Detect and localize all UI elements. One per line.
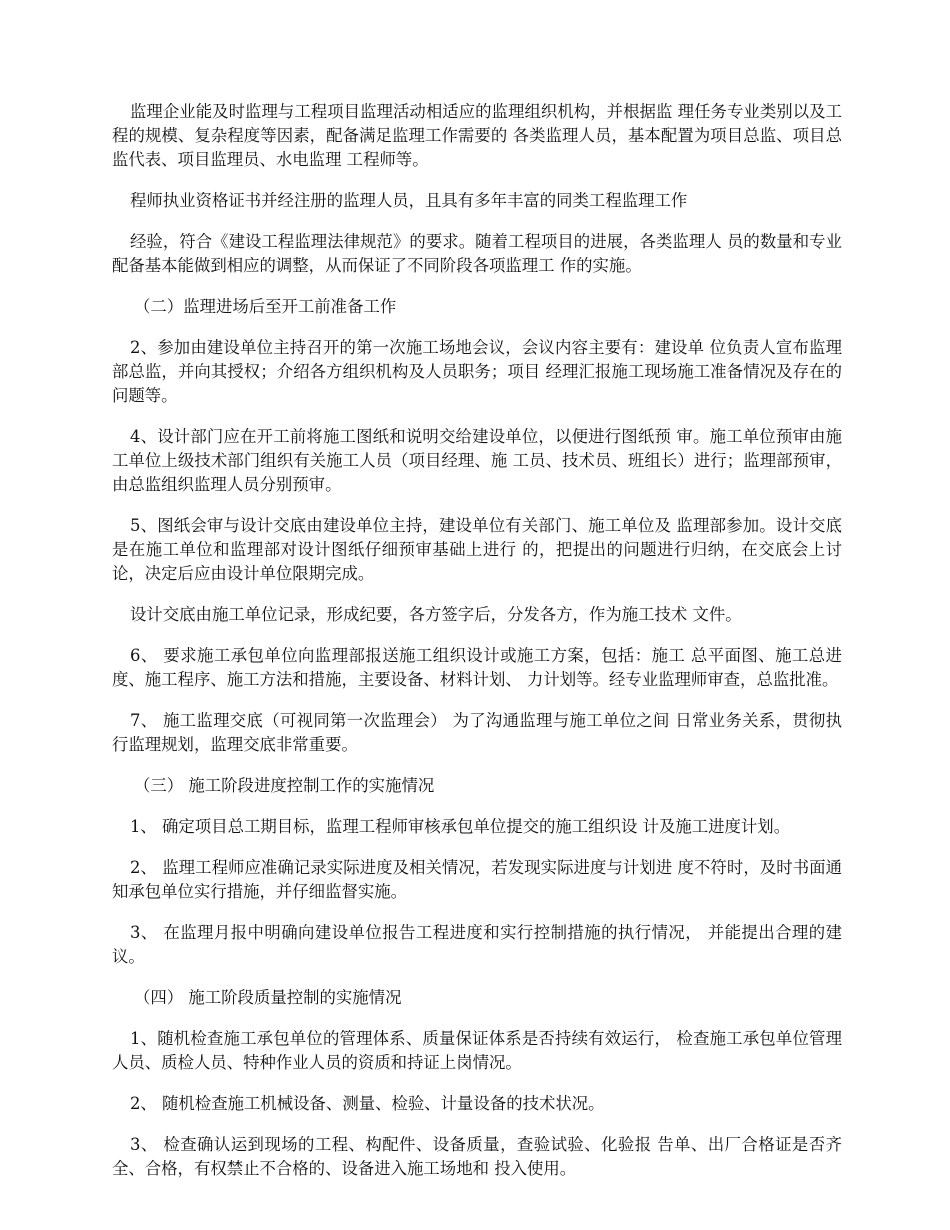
paragraph-17: 2、 随机检查施工机械设备、测量、检验、计量设备的技术状况。 [130, 1094, 605, 1113]
paragraph-8: 设计交底由施工单位记录，形成纪要，各方签字后，分发各方，作为施工技术 文件。 [130, 605, 742, 624]
paragraph-9: 6、 要求施工承包单位向监理部报送施工组织设计或施工方案，包括：施工 总平面图、施工总进度、施工程序、施工方法和措施，主要设备、材料计划、 力计划等。经专业监理师审查，总监批准。 [112, 646, 842, 689]
section-heading-2: （二）监理进场后至开工前准备工作 [134, 297, 397, 316]
section-heading-4: （四） 施工阶段质量控制的实施情况 [134, 988, 402, 1007]
paragraph-1: 监理企业能及时监理与工程项目监理活动相适应的监理组织机构，并根据监 理任务专业类别以及工程的规模、复杂程度等因素，配备满足监理工作需要的 各类监理人员，基本配置为项目总监、项目总监代表、项目监理员、水电监理 工程师等。 [112, 102, 842, 169]
section-heading-3: （三） 施工阶段进度控制工作的实施情况 [134, 776, 435, 795]
paragraph-7: 5、图纸会审与设计交底由建设单位主持，建设单位有关部门、施工单位及 监理部参加。设计交底是在施工单位和监理部对设计图纸仔细预审基础上进行 的，把提出的问题进行归纳，在交底会上讨论，决定后应由设计单位限期完成。 [112, 516, 842, 583]
paragraph-18: 3、 检查确认运到现场的工程、构配件、设备质量，查验试验、化验报 告单、出厂合格证是否齐全、合格，有权禁止不合格的、设备进入施工场地和 投入使用。 [112, 1135, 842, 1178]
paragraph-5: 2、参加由建设单位主持召开的第一次施工场地会议，会议内容主要有：建设单 位负责人宣布监理部总监，并向其授权；介绍各方组织机构及人员职务；项目 经理汇报施工现场施工准备情况及存在的问题等。 [112, 338, 842, 405]
paragraph-10: 7、 施工监理交底（可视同第一次监理会） 为了沟通监理与施工单位之间 日常业务关系，贯彻执行监理规划，监理交底非常重要。 [112, 711, 842, 754]
paragraph-12: 1、 确定项目总工期目标，监理工程师审核承包单位提交的施工组织设 计及施工进度计划。 [130, 817, 791, 836]
paragraph-13: 2、 监理工程师应准确记录实际进度及相关情况，若发现实际进度与计划进 度不符时，及时书面通知承包单位实行措施，并仔细监督实施。 [112, 858, 842, 901]
paragraph-3: 经验，符合《建设工程监理法律规范》的要求。随着工程项目的进展，各类监理人 员的数量和专业配备基本能做到相应的调整，从而保证了不同阶段各项监理工 作的实施。 [112, 232, 842, 275]
paragraph-6: 4、设计部门应在开工前将施工图纸和说明交给建设单位，以便进行图纸预 审。施工单位预审由施工单位上级技术部门组织有关施工人员（项目经理、施 工员、技术员、班组长）进行；监理部预审，由总监组织监理人员分别预审。 [112, 427, 842, 494]
paragraph-16: 1、随机检查施工承包单位的管理体系、质量保证体系是否持续有效运行， 检查施工承包单位管理人员、质检人员、特种作业人员的资质和持证上岗情况。 [112, 1029, 842, 1072]
document-page [112, 100, 842, 1198]
paragraph-14: 3、 在监理月报中明确向建设单位报告工程进度和实行控制措施的执行情况， 并能提出合理的建议。 [112, 923, 842, 966]
paragraph-2: 程师执业资格证书并经注册的监理人员，且具有多年丰富的同类工程监理工作 [130, 191, 688, 210]
